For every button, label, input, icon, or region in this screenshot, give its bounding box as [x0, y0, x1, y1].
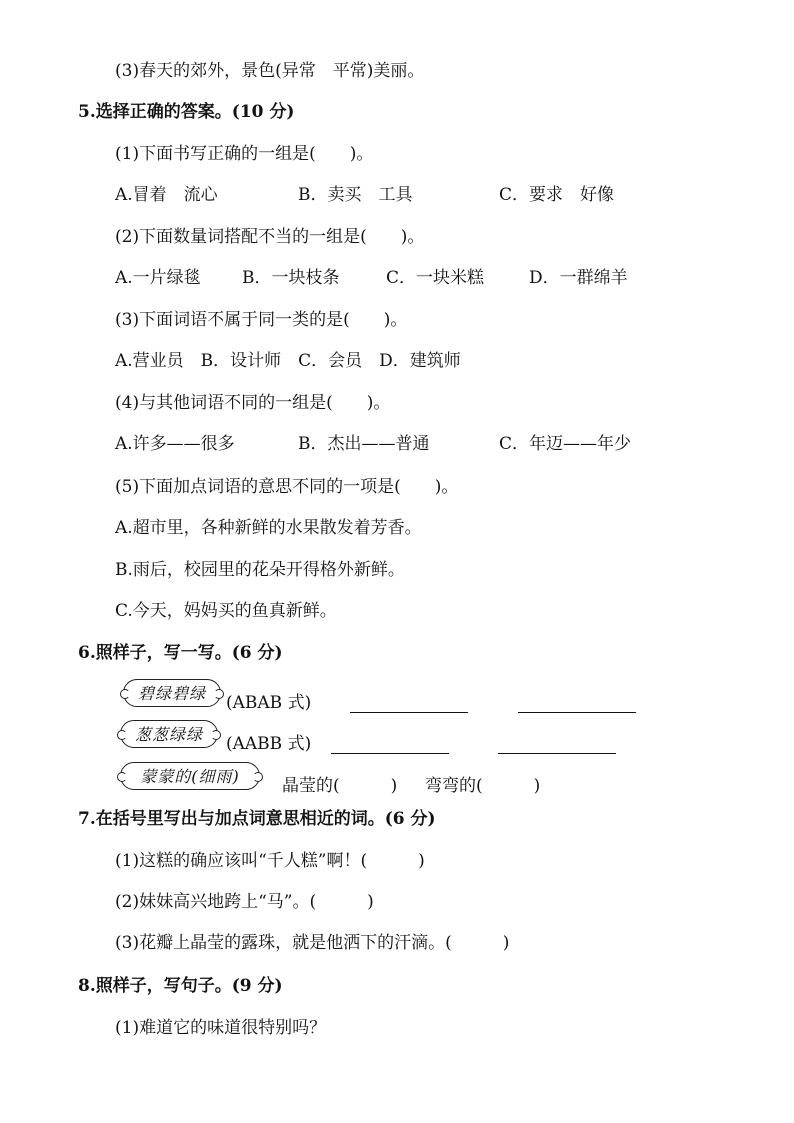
q5-sub4-option-b: B．杰出——普通 — [298, 434, 430, 454]
q6-example-2-cloud: 葱葱绿绿 — [120, 720, 218, 748]
q7-sentence-2[interactable]: (2)妹妹高兴地跨上“马”。( ) — [115, 892, 374, 912]
q5-sub4-option-a: A.许多——很多 — [115, 434, 235, 454]
q6-title: 6.照样子，写一写。(6 分) — [78, 643, 283, 663]
q5-sub2-option-a: A.一片绿毯 — [115, 268, 201, 288]
q6-example-2-type: (AABB 式) — [226, 734, 312, 754]
q5-sub1-option-a: A.冒着 流心 — [115, 185, 218, 205]
q5-sub4-question: (4)与其他词语不同的一组是( )。 — [115, 393, 391, 413]
q5-sub2-option-c: C．一块米糕 — [386, 268, 485, 288]
q5-sub2-option-d: D．一群绵羊 — [529, 268, 628, 288]
q4-item-3: (3)春天的郊外，景色(异常 平常)美丽。 — [115, 61, 425, 81]
q5-sub1-option-c: C．要求 好像 — [499, 185, 615, 205]
q6-answer-blank-2[interactable] — [518, 712, 636, 713]
q5-sub5-option-b: B.雨后，校园里的花朵开得格外新鲜。 — [115, 560, 405, 580]
q6-example-1-cloud: 碧绿碧绿 — [123, 679, 221, 707]
q8-sentence-1: (1)难道它的味道很特别吗？ — [115, 1018, 327, 1038]
q6-example-3-cloud: 蒙蒙的(细雨) — [120, 762, 260, 790]
q7-title: 7.在括号里写出与加点词意思相近的词。(6 分) — [78, 809, 436, 829]
q5-sub2-question: (2)下面数量词搭配不当的一组是( )。 — [115, 227, 425, 247]
q6-answer-blank-1[interactable] — [350, 712, 468, 713]
q5-title: 5.选择正确的答案。(10 分) — [78, 102, 295, 122]
q5-sub1-option-b: B．卖买 工具 — [298, 185, 413, 205]
q7-sentence-3[interactable]: (3)花瓣上晶莹的露珠，就是他洒下的汗滴。( ) — [115, 933, 510, 953]
q7-sentence-1[interactable]: (1)这糕的确应该叫“千人糕”啊！( ) — [115, 851, 425, 871]
q6-example-1-type: (ABAB 式) — [226, 693, 312, 713]
q5-sub3-options: A.营业员 B．设计师 C．会员 D．建筑师 — [115, 351, 461, 371]
q6-answer-blank-3[interactable] — [331, 753, 449, 754]
q6-answer-blank-4[interactable] — [498, 753, 616, 754]
q5-sub5-option-c: C.今天，妈妈买的鱼真新鲜。 — [115, 601, 337, 621]
q5-sub4-option-c: C．年迈——年少 — [499, 434, 632, 454]
q5-sub1-question: (1)下面书写正确的一组是( )。 — [115, 144, 374, 164]
q8-title: 8.照样子，写句子。(9 分) — [78, 976, 283, 996]
q5-sub3-question: (3)下面词语不属于同一类的是( )。 — [115, 310, 408, 330]
q6-example-3-item-a[interactable]: 晶莹的( ) — [282, 776, 398, 796]
q5-sub2-option-b: B．一块枝条 — [242, 268, 340, 288]
q5-sub5-question: (5)下面加点词语的意思不同的一项是( )。 — [115, 477, 459, 497]
q5-sub5-option-a: A.超市里，各种新鲜的水果散发着芳香。 — [115, 518, 422, 538]
q6-example-3-item-b[interactable]: 弯弯的( ) — [425, 776, 541, 796]
